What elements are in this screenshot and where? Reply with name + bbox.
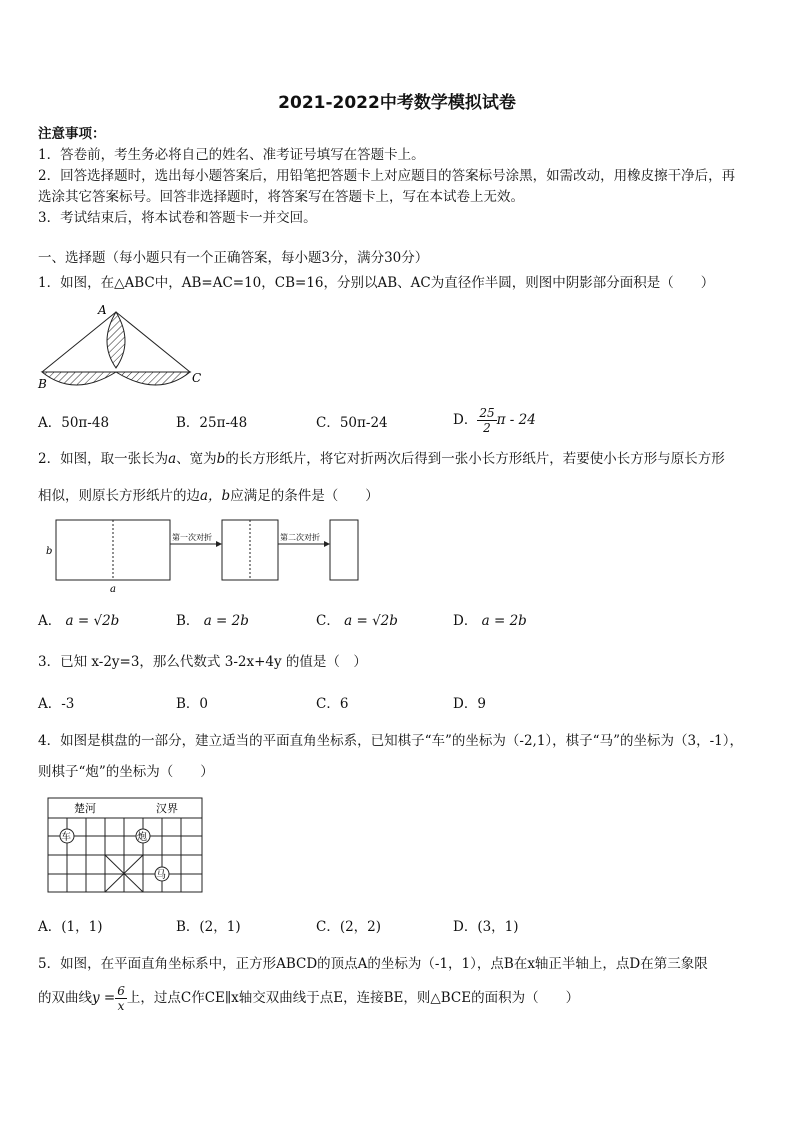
first-fold-label: 第一次对折 — [172, 533, 212, 542]
question-2-line-1: 2．如图，取一张长为a、宽为b的长方形纸片，将它对折两次后得到一张小长方形纸片，若要使小长方形与原长方形 — [38, 451, 725, 467]
piece-pao: 炮 — [137, 832, 147, 843]
option-a[interactable]: A．50π-48 — [38, 415, 110, 431]
side-a-label: a — [110, 584, 116, 595]
vertex-a-label: A — [98, 303, 107, 317]
option-c[interactable]: C．50π-24 — [316, 415, 388, 431]
option-b[interactable]: B．0 — [176, 696, 209, 712]
option-c[interactable]: C．(2，2) — [316, 919, 382, 935]
option-d[interactable]: D． a = 2b — [453, 613, 527, 629]
section-heading: 一、选择题（每小题只有一个正确答案，每小题3分，满分30分） — [38, 250, 429, 266]
question-1-text: 1．如图，在△ABC中，AB=AC=10，CB=16，分别以AB、AC为直径作半圆，则图中阴影部分面积是（ ） — [38, 275, 715, 291]
question-4-line-2: 则棋子“炮”的坐标为（ ） — [38, 764, 214, 780]
question-2-line-2: 相似，则原长方形纸片的边a，b应满足的条件是（ ） — [38, 488, 379, 504]
option-d-fraction: $\frac{25}{2}$ — [479, 406, 495, 435]
option-c[interactable]: C．6 — [316, 696, 349, 712]
option-b[interactable]: B． a = 2b — [176, 613, 249, 629]
question-4-line-1: 4．如图是棋盘的一部分，建立适当的平面直角坐标系，已知棋子“车”的坐标为（-2,1），棋子“马”的坐标为（3，-1）， — [38, 733, 743, 749]
option-c[interactable]: C． a = √2b — [316, 613, 398, 629]
option-d-expression: π - 24 — [496, 412, 536, 428]
option-d-label: D． — [453, 412, 478, 428]
side-b-label: b — [46, 546, 53, 557]
notice-item: 1．答卷前，考生务必将自己的姓名、准考证号填写在答题卡上。 — [38, 147, 425, 163]
question-4-chessboard — [44, 796, 208, 896]
vertex-b-label: B — [38, 377, 47, 391]
question-1-figure — [34, 300, 214, 392]
notice-item: 选涂其它答案标号。回答非选择题时，将答案写在答题卡上，写在本试卷上无效。 — [38, 189, 524, 205]
question-5-line-2: 的双曲线y = $\frac{6}{x}$ 上，过点C作CE∥x轴交双曲线于点E，连接BE，则△BCE的面积为（ ） — [38, 984, 580, 1013]
notice-heading: 注意事项： — [38, 126, 106, 142]
option-d[interactable] — [453, 406, 536, 435]
river-left-label: 楚河 — [74, 802, 96, 815]
question-5-line-1: 5．如图，在平面直角坐标系中，正方形ABCD的顶点A的坐标为（-1，1），点B在x轴正半轴上，点D在第三象限 — [38, 956, 708, 972]
vertex-c-label: C — [192, 371, 202, 385]
question-3-text: 3．已知 x-2y=3，那么代数式 3-2x+4y 的值是（ ） — [38, 654, 367, 670]
option-b[interactable]: B．(2，1) — [176, 919, 241, 935]
option-a[interactable]: A． a = √2b — [38, 613, 120, 629]
option-d[interactable]: D．(3，1) — [453, 919, 519, 935]
option-d[interactable]: D．9 — [453, 696, 486, 712]
notice-item: 3．考试结束后，将本试卷和答题卡一并交回。 — [38, 210, 317, 226]
question-2-figure — [40, 514, 370, 596]
piece-ma: 马 — [156, 870, 166, 881]
option-b[interactable]: B．25π-48 — [176, 415, 248, 431]
page-title: 2021-2022中考数学模拟试卷 — [278, 93, 516, 113]
second-fold-label: 第二次对折 — [280, 533, 320, 542]
option-a[interactable]: A．(1，1) — [38, 919, 103, 935]
piece-che: 车 — [61, 832, 71, 843]
notice-item: 2．回答选择题时，选出每小题答案后，用铅笔把答题卡上对应题目的答案标号涂黑，如需改动，用橡皮擦干净后，再 — [38, 168, 736, 184]
river-right-label: 汉界 — [156, 802, 178, 815]
option-a[interactable]: A．-3 — [38, 696, 75, 712]
